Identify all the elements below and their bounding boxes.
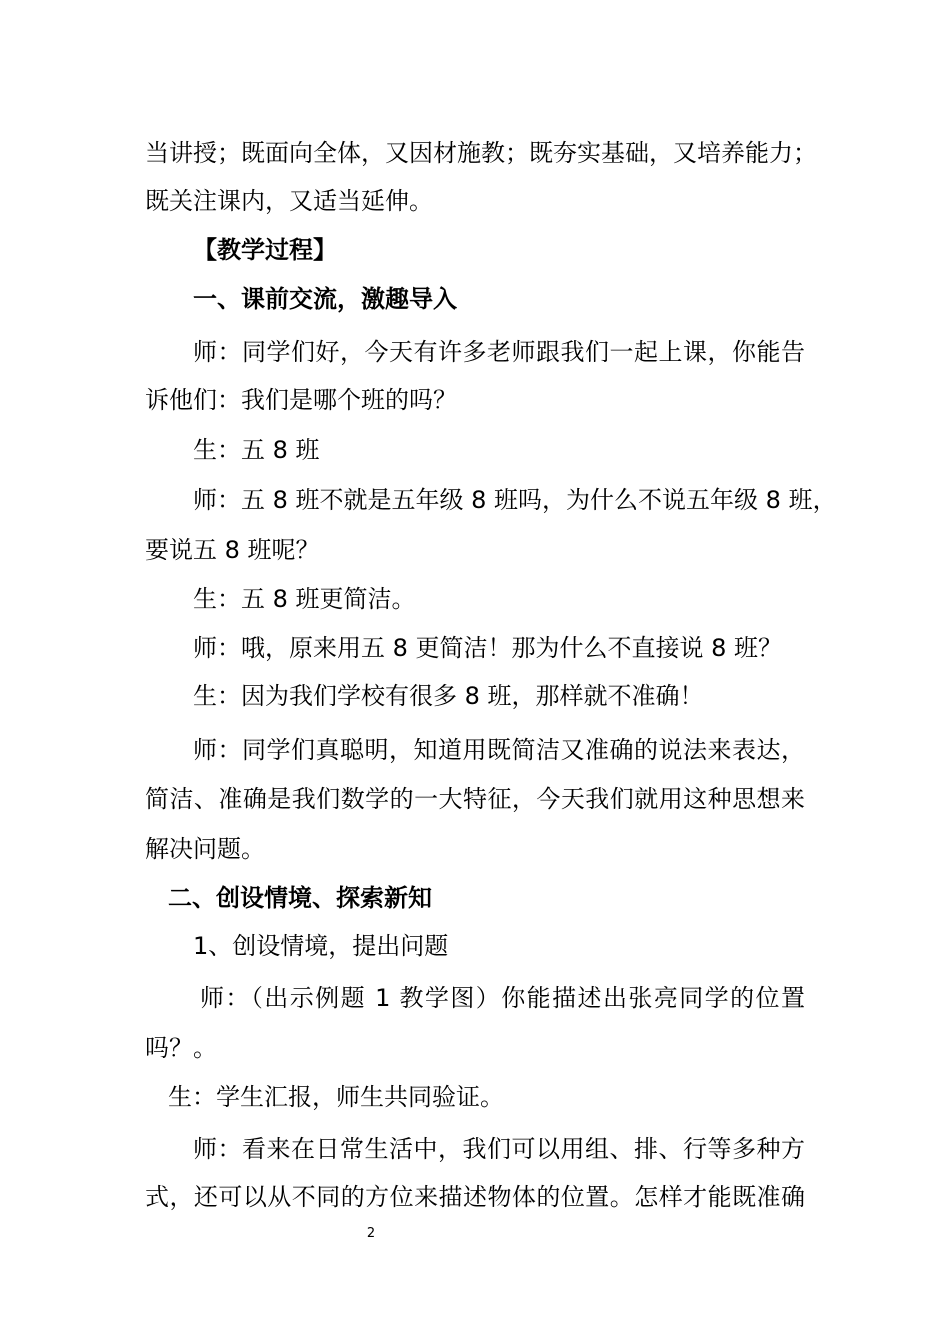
text-line: 师：同学们好，今天有许多老师跟我们一起上课，你能告 bbox=[193, 338, 805, 366]
text-line: 师：同学们真聪明，知道用既简洁又准确的说法来表达， bbox=[193, 736, 805, 764]
text-line: 师：看来在日常生活中，我们可以用组、排、行等多种方 bbox=[193, 1135, 805, 1163]
text-line: 式，还可以从不同的方位来描述物体的位置。怎样才能既准确 bbox=[145, 1183, 805, 1211]
text-line: 当讲授；既面向全体，又因材施教；既夯实基础，又培养能力； bbox=[145, 139, 817, 167]
text-line: 生：五 8 班 bbox=[193, 436, 320, 464]
page-number: 2 bbox=[366, 1226, 376, 1241]
text-line: 师：哦，原来用五 8 更简洁！那为什么不直接说 8 班？ bbox=[193, 634, 783, 662]
text-line: 吗？。 bbox=[145, 1034, 217, 1062]
text-line: 生：学生汇报，师生共同验证。 bbox=[168, 1083, 504, 1111]
section-heading: 二、创设情境、探索新知 bbox=[168, 884, 432, 912]
text-line: 解决问题。 bbox=[145, 835, 265, 863]
text-line: 师：（出示例题 1 教学图）你能描述出张亮同学的位置 bbox=[200, 984, 805, 1012]
text-line: 生：因为我们学校有很多 8 班，那样就不准确！ bbox=[193, 682, 704, 710]
text-line: 生：五 8 班更简洁。 bbox=[193, 585, 416, 613]
section-heading: 一、课前交流，激趣导入 bbox=[193, 285, 457, 313]
text-line: 简洁、准确是我们数学的一大特征，今天我们就用这种思想来 bbox=[145, 785, 805, 813]
text-line: 师：五 8 班不就是五年级 8 班吗，为什么不说五年级 8 班， bbox=[193, 486, 837, 514]
text-line: 既关注课内，又适当延伸。 bbox=[145, 187, 433, 215]
section-heading: 【教学过程】 bbox=[193, 236, 337, 264]
text-line: 诉他们：我们是哪个班的吗？ bbox=[145, 386, 457, 414]
text-line: 要说五 8 班呢？ bbox=[145, 536, 320, 564]
subsection-heading: 1、创设情境，提出问题 bbox=[193, 932, 449, 960]
